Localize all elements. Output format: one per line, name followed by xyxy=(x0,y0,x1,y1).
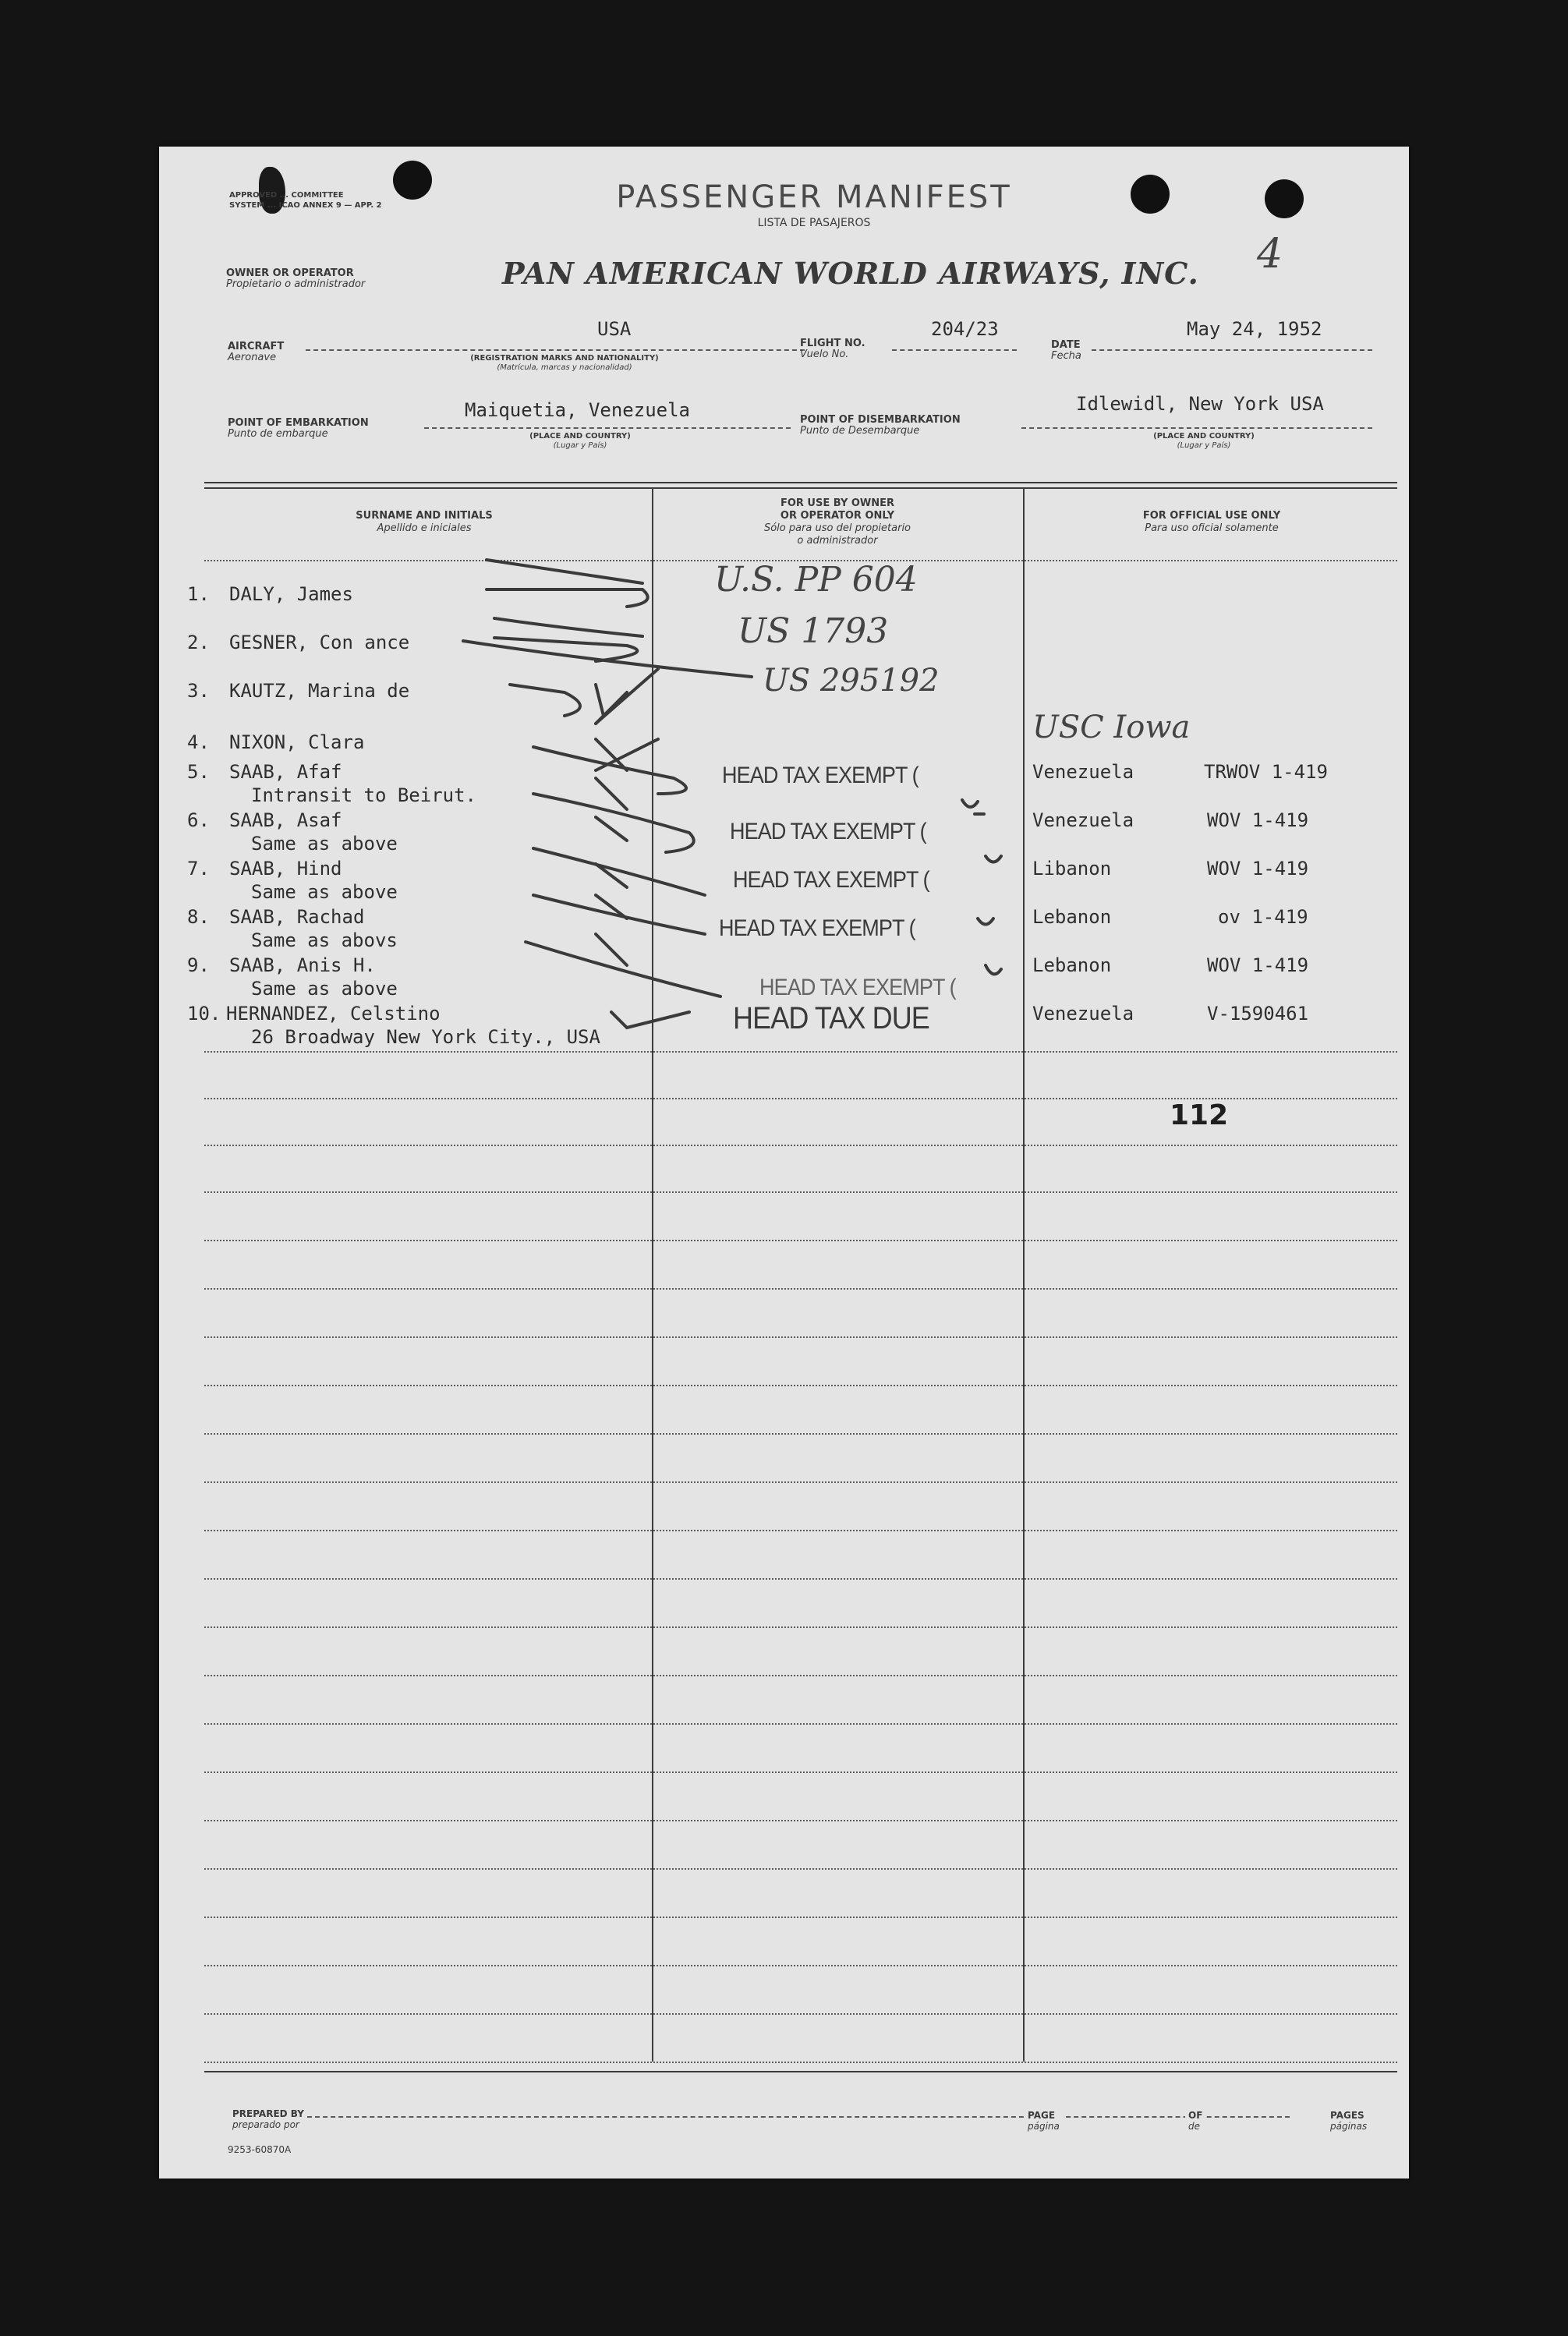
owner-label: OWNER OR OPERATOR Propietario o administrador xyxy=(226,267,366,290)
check-stroke xyxy=(487,589,648,607)
page-title: PASSENGER MANIFEST xyxy=(616,179,1012,215)
passenger-address: 26 Broadway New York City., USA xyxy=(251,1026,600,1048)
flight-value: 204/23 xyxy=(931,318,999,340)
passenger-name: GESNER, Con ance xyxy=(229,632,410,653)
passenger-name: SAAB, Rachad xyxy=(229,906,365,928)
form-number: 9253-60870A xyxy=(228,2144,292,2155)
passenger-note: Intransit to Beirut. xyxy=(251,784,476,806)
disembarkation-value: Idlewidl, New York USA xyxy=(1076,393,1324,415)
pages-label: PAGES páginas xyxy=(1327,2110,1370,2132)
visa-code: ov 1-419 xyxy=(1218,906,1308,928)
passenger-country: Venezuela xyxy=(1032,1003,1134,1025)
passenger-name: HERNANDEZ, Celstino xyxy=(226,1003,441,1025)
page-mark: 4 xyxy=(1257,231,1283,278)
check-stroke xyxy=(596,739,658,770)
passenger-note: Same as above xyxy=(251,881,398,903)
passenger-name: NIXON, Clara xyxy=(229,731,365,753)
disembarkation-label: POINT OF DISEMBARKATION Punto de Desembarque xyxy=(800,414,961,437)
passport-handwritten: US 295192 xyxy=(763,663,940,699)
passenger-country: Lebanon xyxy=(1032,906,1112,928)
row-number: 7. xyxy=(187,858,210,880)
row-number: 5. xyxy=(187,761,210,783)
passenger-name: DALY, James xyxy=(229,583,353,605)
date-value: May 24, 1952 xyxy=(1187,318,1322,340)
passenger-note: Same as abovs xyxy=(251,929,398,951)
strike-stroke xyxy=(494,618,642,636)
check-stroke xyxy=(533,848,705,895)
embarkation-place-caption: (PLACE AND COUNTRY) (Lugar y País) xyxy=(529,432,631,450)
airline-name: PAN AMERICAN WORLD AIRWAYS, INC. xyxy=(502,256,1199,291)
aircraft-value: USA xyxy=(597,318,632,340)
head-tax-stamp: HEAD TAX EXEMPT ( xyxy=(722,763,919,788)
visa-code: V-1590461 xyxy=(1207,1003,1309,1025)
check-stroke xyxy=(611,1012,689,1028)
footer-rule xyxy=(204,2071,1397,2072)
official-handwritten: USC Iowa xyxy=(1032,710,1191,745)
disembarkation-place-caption: (PLACE AND COUNTRY) (Lugar y País) xyxy=(1153,432,1255,450)
passenger-name: KAUTZ, Marina de xyxy=(229,680,410,702)
flight-label: FLIGHT NO. Vuelo No. xyxy=(800,338,865,360)
passenger-country: Venezuela xyxy=(1032,809,1134,831)
check-stroke xyxy=(533,895,705,934)
page-subtitle: LISTA DE PASAJEROS xyxy=(757,217,871,229)
checkmark-scribbles xyxy=(159,147,1409,2178)
date-label: DATE Fecha xyxy=(1051,339,1081,362)
row-number: 8. xyxy=(187,906,210,928)
row-number: 10. xyxy=(187,1003,221,1025)
embarkation-value: Maiquetia, Venezuela xyxy=(465,399,690,421)
passenger-name: SAAB, Anis H. xyxy=(229,954,376,976)
check-stroke xyxy=(533,794,694,852)
head-tax-stamp: HEAD TAX EXEMPT ( xyxy=(730,819,926,844)
paren-mark xyxy=(986,856,1001,862)
paren-mark xyxy=(962,800,984,814)
head-tax-stamp: HEAD TAX EXEMPT ( xyxy=(733,867,929,893)
row-number: 2. xyxy=(187,632,210,653)
column-header-official: FOR OFFICIAL USE ONLY Para uso oficial solamente xyxy=(1142,510,1281,534)
check-stroke xyxy=(596,817,627,841)
embarkation-label: POINT OF EMBARKATION Punto de embarque xyxy=(228,417,369,440)
paren-mark xyxy=(986,965,1001,974)
passport-handwritten: US 1793 xyxy=(738,611,889,651)
of-label: OF de xyxy=(1185,2110,1205,2132)
manifest-sheet xyxy=(159,147,1409,2178)
visa-code: WOV 1-419 xyxy=(1207,809,1309,831)
check-stroke xyxy=(596,934,627,965)
head-tax-stamp: HEAD TAX EXEMPT ( xyxy=(759,975,956,1000)
prepared-by-rule xyxy=(307,2116,1290,2118)
passenger-name: SAAB, Hind xyxy=(229,858,342,880)
approval-note: APPROVED ... COMMITTEE SYSTEM ... ICAO ANNEX 9 — APP. 2 xyxy=(229,191,382,210)
prepared-by-label: PREPARED BY preparado por xyxy=(232,2108,304,2130)
row-number: 1. xyxy=(187,583,210,605)
passenger-country: Libanon xyxy=(1032,858,1112,880)
passport-handwritten: U.S. PP 604 xyxy=(714,560,918,600)
column-header-owner: FOR USE BY OWNER OR OPERATOR ONLY Sólo para uso del propietario o administrador xyxy=(763,497,911,547)
passenger-name: SAAB, Asaf xyxy=(229,809,342,831)
visa-code: TRWOV 1-419 xyxy=(1204,761,1328,783)
check-stroke xyxy=(596,685,603,716)
head-tax-stamp: HEAD TAX DUE xyxy=(733,1001,929,1035)
registration-caption: (REGISTRATION MARKS AND NATIONALITY) (Matrícula, marcas y nacionalidad) xyxy=(470,354,659,372)
visa-code: WOV 1-419 xyxy=(1207,858,1309,880)
passenger-country: Venezuela xyxy=(1032,761,1134,783)
aircraft-label: AIRCRAFT Aeronave xyxy=(228,341,285,363)
row-number: 9. xyxy=(187,954,210,976)
passenger-note: Same as above xyxy=(251,833,398,855)
passenger-country: Lebanon xyxy=(1032,954,1112,976)
strike-stroke xyxy=(487,560,642,583)
paren-mark xyxy=(978,918,993,925)
passenger-total: 112 xyxy=(1170,1099,1229,1131)
column-header-surname: SURNAME AND INITIALS Apellido e iniciales xyxy=(356,510,493,534)
row-number: 6. xyxy=(187,809,210,831)
passenger-note: Same as above xyxy=(251,978,398,1000)
page-label: PAGE página xyxy=(1025,2110,1063,2132)
visa-code: WOV 1-419 xyxy=(1207,954,1309,976)
head-tax-stamp: HEAD TAX EXEMPT ( xyxy=(719,915,915,941)
row-number: 3. xyxy=(187,680,210,702)
check-stroke xyxy=(510,685,580,716)
check-stroke xyxy=(526,942,720,996)
check-stroke xyxy=(596,778,627,809)
row-number: 4. xyxy=(187,731,210,753)
passenger-name: SAAB, Afaf xyxy=(229,761,342,783)
